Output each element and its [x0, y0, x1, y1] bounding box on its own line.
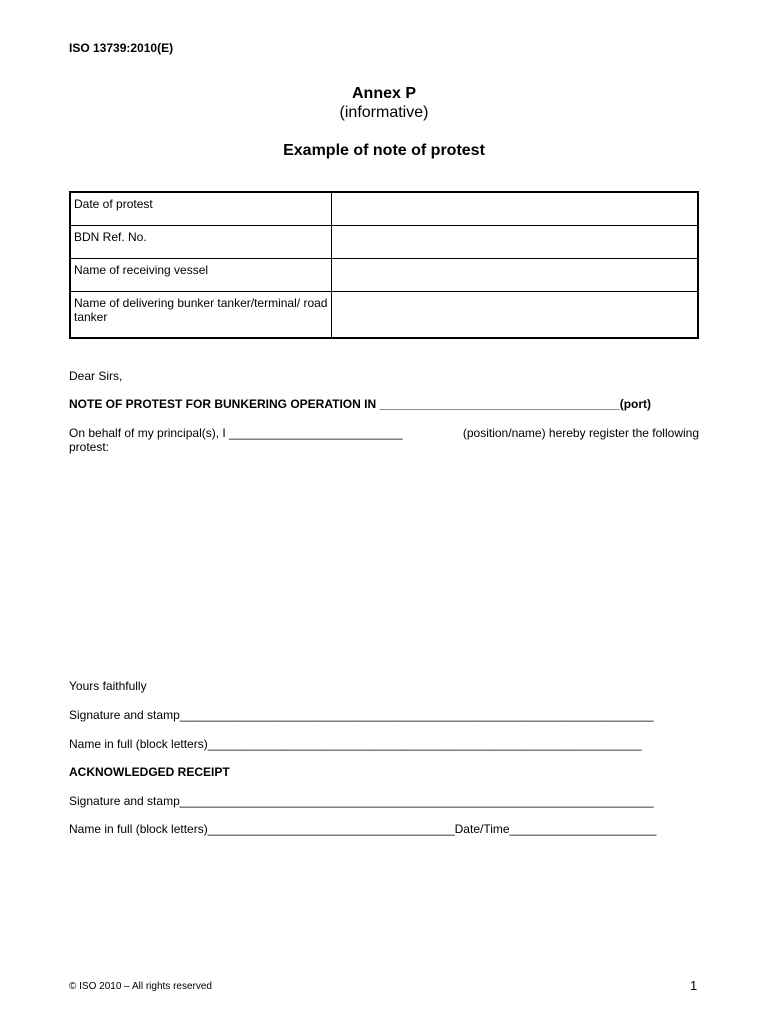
delivering-tanker-field[interactable] [331, 291, 698, 338]
date-of-protest-label: Date of protest [70, 192, 331, 225]
table-row [70, 225, 698, 258]
bdn-ref-label: BDN Ref. No. [70, 225, 331, 258]
behalf-paragraph [69, 426, 699, 454]
bdn-ref-field[interactable] [331, 225, 698, 258]
date-of-protest-field[interactable] [331, 192, 698, 225]
page-number: 1 [690, 978, 698, 993]
annex-subtitle: (informative) [339, 104, 429, 121]
behalf-line [69, 426, 699, 440]
behalf-line-right: (position/name) hereby register the following [462, 426, 699, 440]
standard-code: ISO 13739:2010(E) [69, 41, 174, 55]
receiving-vessel-label: Name of receiving vessel [70, 258, 331, 291]
document-heading: Example of note of protest [283, 142, 485, 159]
note-of-protest-heading: NOTE OF PROTEST FOR BUNKERING OPERATION IN ____________________________________(port) [69, 397, 652, 411]
receiving-vessel-field[interactable] [331, 258, 698, 291]
salutation: Dear Sirs, [69, 369, 123, 383]
annex-title: Annex P [351, 85, 416, 102]
table-row [70, 258, 698, 291]
behalf-line-continuation: protest: [69, 440, 110, 454]
name-in-full-line[interactable]: Name in full (block letters)_________________________________________________________________ [69, 737, 642, 751]
delivering-tanker-label: Name of delivering bunker tanker/terminal/ road tanker [70, 291, 331, 338]
signature-line[interactable]: Signature and stamp_______________________________________________________________________ [69, 708, 654, 722]
protest-info-table [69, 191, 699, 339]
ack-signature-line[interactable]: Signature and stamp_______________________________________________________________________ [69, 794, 654, 808]
copyright-footer: © ISO 2010 – All rights reserved [69, 981, 212, 992]
acknowledged-receipt-heading: ACKNOWLEDGED RECEIPT [69, 765, 230, 779]
behalf-line-left: On behalf of my principal(s), I __________________________ [69, 426, 403, 440]
table-row [70, 291, 698, 338]
closing: Yours faithfully [69, 679, 147, 693]
table-row [70, 192, 698, 225]
ack-name-date-line[interactable]: Name in full (block letters)_____________________________________Date/Time______________________ [69, 822, 657, 836]
